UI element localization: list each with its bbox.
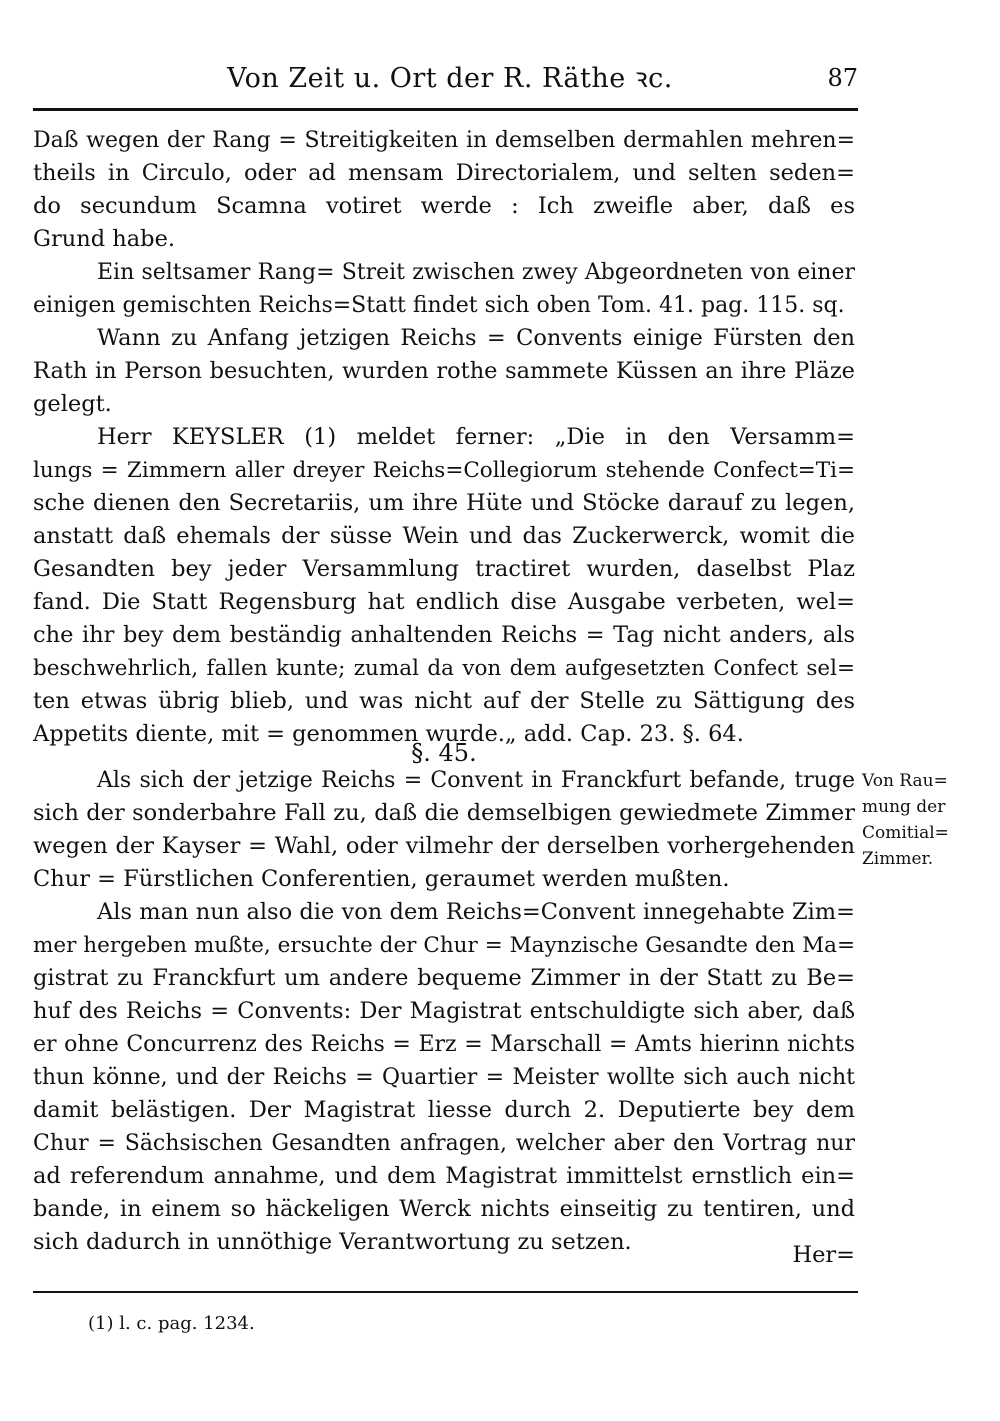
text-line: che ihr bey dem beständig anhaltenden Reichs = Tag nicht anders, als [33,622,855,648]
text-line: Rath in Person besuchten, wurden rothe sammete Küssen an ihre Pläze [33,358,855,384]
text-line: fand. Die Statt Regensburg hat endlich dise Ausgabe verbeten, wel= [33,589,855,615]
text-line: do secundum Scamna votiret werde : Ich zweifle aber, daß es [33,193,855,219]
text-line: Gesandten bey jeder Versammlung tractiret wurden, daselbst Plaz [33,556,855,582]
footnote-rule [33,1291,858,1293]
text-line: Als sich der jetzige Reichs = Convent in Franckfurt befande, truge [97,768,855,793]
text-line: bande, in einem so häckeligen Werck nichts einseitig zu tentiren, und [33,1196,855,1222]
text-line: Wann zu Anfang jetzigen Reichs = Convents einige Fürsten den [97,325,855,351]
text-line: sche dienen den Secretariis, um ihre Hüte und Stöcke darauf zu legen, [33,490,855,516]
text-line: theils in Circulo, oder ad mensam Directorialem, und selten seden= [33,160,855,186]
text-line: sich dadurch in unnöthige Verantwortung zu setzen. [33,1229,632,1255]
running-head: Von Zeit u. Ort der R. Räthe ꝛc. [227,63,673,94]
text-line: wegen der Kayser = Wahl, oder vilmehr der derselben vorhergehenden [33,833,855,859]
text-line: damit belästigen. Der Magistrat liesse durch 2. Deputierte bey dem [33,1097,855,1123]
text-line: lungs = Zimmern aller dreyer Reichs=Collegiorum stehende Confect=Ti= [33,458,855,483]
text-line: Daß wegen der Rang = Streitigkeiten in demselben dermahlen mehren= [33,128,855,153]
text-line: thun könne, und der Reichs = Quartier = Meister wollte sich auch nicht [33,1065,855,1090]
text-line: Ein seltsamer Rang= Streit zwischen zwey Abgeordneten von einer [97,260,855,285]
text-line: Appetits diente, mit = genommen wurde.„ add. Cap. 23. §. 64. [33,721,744,747]
section-heading: §. 45. [411,739,477,767]
text-line: sich der sonderbahre Fall zu, daß die demselbigen gewiedmete Zimmer [33,800,855,826]
text-line: beschwehrlich, fallen kunte; zumal da von dem aufgesetzten Confect sel= [33,656,855,681]
text-line: mer hergeben mußte, ersuchte der Chur = Maynzische Gesandte den Ma= [33,933,855,958]
margin-note-line: mung der [862,797,946,817]
text-line: Grund habe. [33,226,176,252]
text-line: ad referendum annahme, und dem Magistrat immittelst ernstlich ein= [33,1163,855,1189]
text-line: gelegt. [33,391,112,417]
page-number: 87 [827,64,858,92]
text-line: er ohne Concurrenz des Reichs = Erz = Marschall = Amts hierinn nichts [33,1032,855,1057]
text-line: gistrat zu Franckfurt um andere bequeme Zimmer in der Statt zu Be= [33,965,855,991]
text-line: anstatt daß ehemals der süsse Wein und das Zuckerwerck, womit die [33,523,855,549]
text-line: ten etwas übrig blieb, und was nicht auf der Stelle zu Sättigung des [33,688,855,714]
text-line: Chur = Fürstlichen Conferentien, geraumet werden mußten. [33,866,730,892]
margin-note-line: Zimmer. [862,849,934,869]
text-line: Herr KEYSLER (1) meldet ferner: „Die in den Versamm= [97,424,855,450]
margin-note [862,768,962,872]
text-line: Chur = Sächsischen Gesandten anfragen, welcher aber den Vortrag nur [33,1131,855,1156]
margin-note-line: Von Rau= [862,771,948,791]
text-line: Als man nun also die von dem Reichs=Convent innegehabte Zim= [97,899,855,925]
header-rule [33,108,858,111]
catchword: Her= [792,1242,855,1268]
text-line: huf des Reichs = Convents: Der Magistrat entschuldigte sich aber, daß [33,998,855,1024]
margin-note-line: Comitial= [862,823,949,843]
text-line: einigen gemischten Reichs=Statt findet sich oben Tom. 41. pag. 115. sq. [33,293,845,318]
footnote: (1) l. c. pag. 1234. [88,1313,255,1334]
